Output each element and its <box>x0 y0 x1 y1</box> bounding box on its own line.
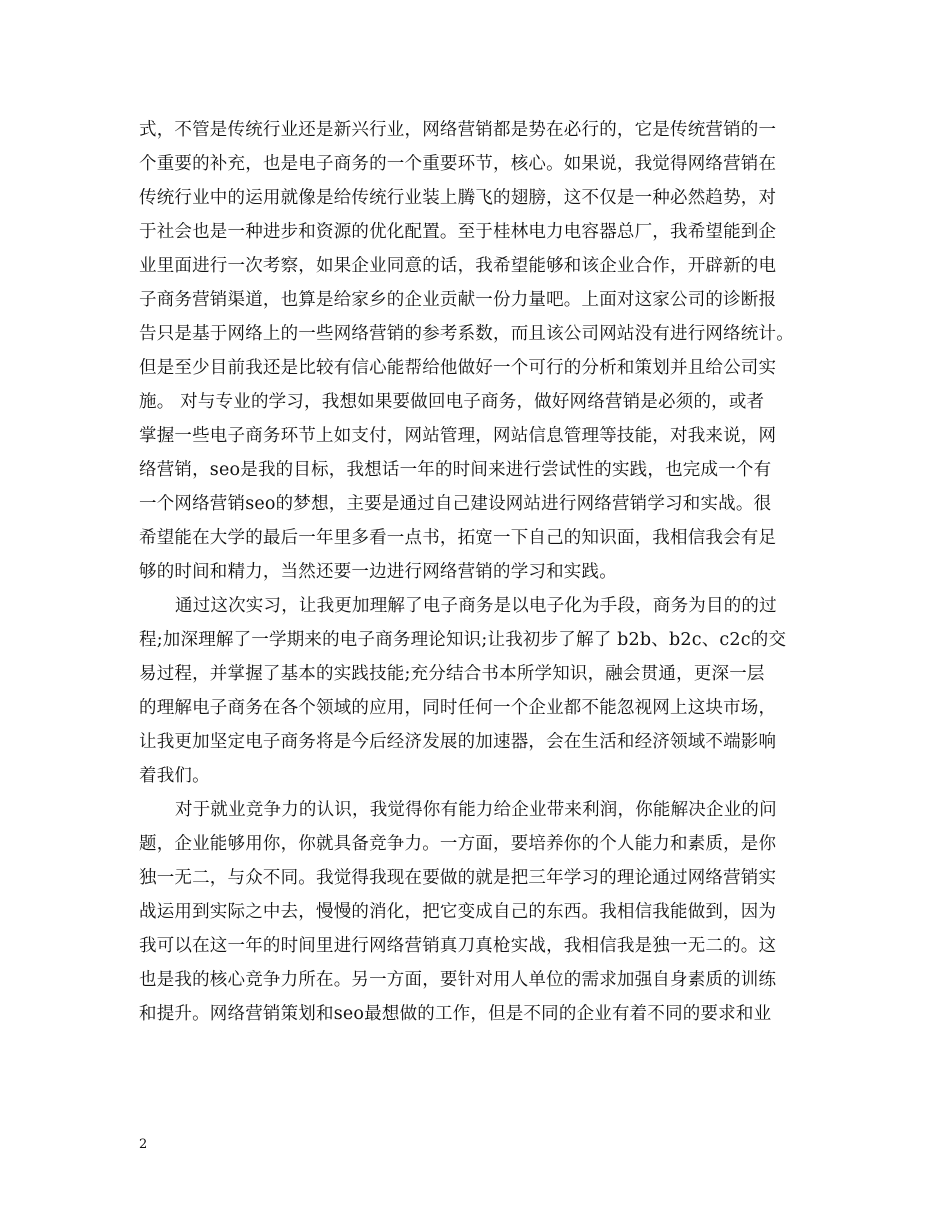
text-line: 也是我的核心竞争力所在。另一方面，要针对用人单位的需求加强自身素质的训练 <box>139 970 777 990</box>
text-line: 个重要的补充，也是电子商务的一个重要环节，核心。如果说，我觉得网络营销在 <box>139 154 777 174</box>
text-line: 子商务营销渠道，也算是给家乡的企业贡献一份力量吧。上面对这家公司的诊断报 <box>139 290 777 310</box>
text-line: 让我更加坚定电子商务将是今后经济发展的加速器，会在生活和经济领域不端影响 <box>139 732 777 752</box>
text-line: 通过这次实习，让我更加理解了电子商务是以电子化为手段，商务为目的的过 <box>175 596 777 616</box>
text-line: 战运用到实际之中去，慢慢的消化，把它变成自己的东西。我相信我能做到，因为 <box>139 902 777 922</box>
text-line: 的理解电子商务在各个领域的应用，同时任何一个企业都不能忽视网上这块市场， <box>139 698 777 718</box>
text-line: 但是至少目前我还是比较有信心能帮给他做好一个可行的分析和策划并且给公司实 <box>139 358 777 378</box>
text-line: 独一无二，与众不同。我觉得我现在要做的就是把三年学习的理论通过网络营销实 <box>139 868 777 888</box>
body-text <box>139 113 819 1031</box>
page-number: 2 <box>139 1137 148 1152</box>
text-line: 易过程，并掌握了基本的实践技能;充分结合书本所学知识，融会贯通，更深一层 <box>139 664 765 684</box>
text-line: 程;加深理解了一学期来的电子商务理论知识;让我初步了解了 b2b、b2c、c2c的交 <box>139 630 787 650</box>
text-line: 掌握一些电子商务环节上如支付，网站管理，网站信息管理等技能，对我来说，网 <box>139 426 777 446</box>
text-line: 和提升。网络营销策划和seo最想做的工作，但是不同的企业有着不同的要求和业 <box>139 1004 772 1024</box>
text-line: 业里面进行一次考察，如果企业同意的话，我希望能够和该企业合作，开辟新的电 <box>139 256 777 276</box>
text-line: 着我们。 <box>139 766 210 786</box>
text-line: 于社会也是一种进步和资源的优化配置。至于桂林电力电容器总厂，我希望能到企 <box>139 222 777 242</box>
text-line: 络营销，seo是我的目标，我想话一年的时间来进行尝试性的实践，也完成一个有 <box>139 460 772 480</box>
text-line: 希望能在大学的最后一年里多看一点书，拓宽一下自己的知识面，我相信我会有足 <box>139 528 777 548</box>
text-line: 题，企业能够用你，你就具备竞争力。一方面，要培养你的个人能力和素质，是你 <box>139 834 777 854</box>
text-line: 一个网络营销seo的梦想，主要是通过自己建设网站进行网络营销学习和实战。很 <box>139 494 772 514</box>
text-line: 对于就业竞争力的认识，我觉得你有能力给企业带来利润，你能解决企业的问 <box>175 800 777 820</box>
text-line: 告只是基于网络上的一些网络营销的参考系数，而且该公司网站没有进行网络统计。 <box>139 324 794 344</box>
text-line: 式，不管是传统行业还是新兴行业，网络营销都是势在必行的，它是传统营销的一 <box>139 120 777 140</box>
text-line: 我可以在这一年的时间里进行网络营销真刀真枪实战，我相信我是独一无二的。这 <box>139 936 777 956</box>
text-line: 传统行业中的运用就像是给传统行业装上腾飞的翅膀，这不仅是一种必然趋势，对 <box>139 188 777 208</box>
text-line: 施。 对与专业的学习，我想如果要做回电子商务，做好网络营销是必须的，或者 <box>139 392 765 412</box>
text-line: 够的时间和精力，当然还要一边进行网络营销的学习和实践。 <box>139 562 617 582</box>
